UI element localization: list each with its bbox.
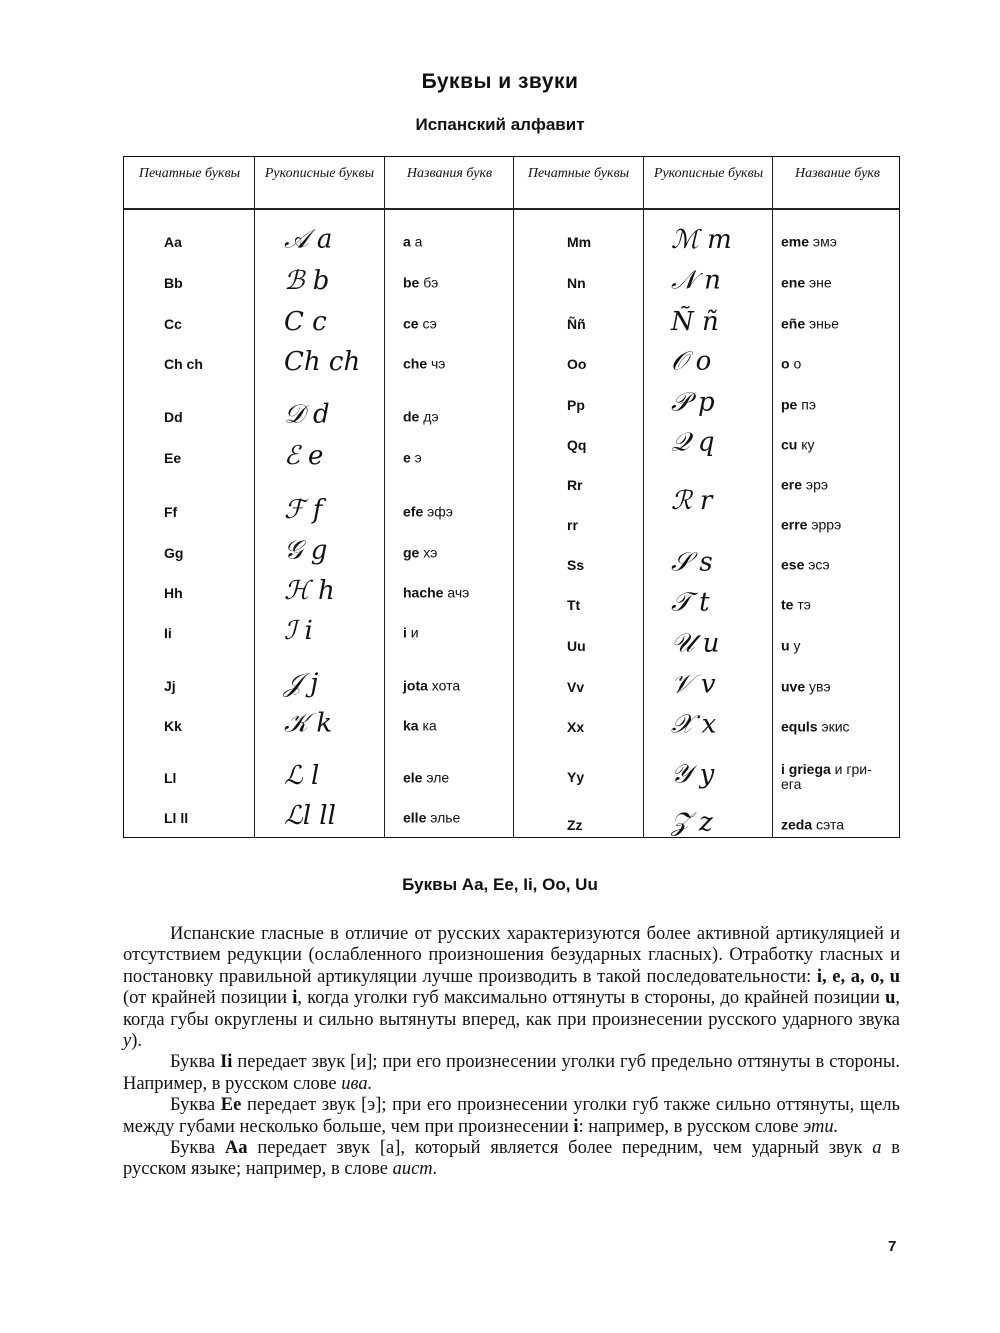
header-handwritten: Рукописные буквы xyxy=(653,166,764,181)
printed-letter: Pp xyxy=(567,397,585,413)
printed-letter: Nn xyxy=(567,275,586,291)
letter-name xyxy=(403,811,460,826)
handwritten-letter: 𝒜 a xyxy=(284,224,333,255)
text-run: передает звук [a], который является более передним, чем ударный звук xyxy=(247,1138,873,1159)
letter-name xyxy=(781,639,800,654)
header-names: Название букв xyxy=(795,166,880,181)
text-run: в русском языке; например, в слове xyxy=(123,1138,900,1180)
printed-letter: Jj xyxy=(164,678,176,694)
printed-letter: Uu xyxy=(567,638,586,654)
italic-text: ива. xyxy=(341,1073,373,1094)
italic-text: эти. xyxy=(803,1116,839,1137)
letter-name-spanish: a xyxy=(403,233,411,250)
column-divider xyxy=(513,157,514,837)
letter-name-spanish: i xyxy=(403,624,407,641)
handwritten-letter: 𝒫 p xyxy=(671,387,715,418)
letter-name xyxy=(781,558,830,573)
handwritten-letter: C c xyxy=(284,307,327,337)
handwritten-letter: 𝒥 j xyxy=(284,668,319,699)
handwritten-letter: ℋ h xyxy=(284,576,335,606)
letter-name-spanish: uve xyxy=(781,678,806,695)
printed-letter: Ss xyxy=(567,557,585,573)
letter-name-spanish: hache xyxy=(403,584,444,601)
letter-name-spanish: erre xyxy=(781,516,808,533)
column-divider xyxy=(643,157,644,837)
letter-name-spanish: jota xyxy=(403,677,428,694)
bold-text: u xyxy=(885,988,896,1009)
letter-name-russian: увэ xyxy=(805,678,831,695)
text-run: передает звук [э]; при его произнесении уголки губ также сильно оттянуты, щель между губами несколько больше, чем при произнесении xyxy=(123,1095,900,1137)
letter-name-spanish: ene xyxy=(781,274,806,291)
printed-letter: Tt xyxy=(567,597,581,613)
printed-letter: Ff xyxy=(164,504,178,520)
column-divider xyxy=(772,157,773,837)
header-printed: Печатные буквы xyxy=(527,166,630,181)
printed-letter: Bb xyxy=(164,275,183,291)
printed-letter: Ññ xyxy=(567,316,586,332)
printed-letter: Rr xyxy=(567,477,583,493)
handwritten-letter: 𝒦 k xyxy=(284,708,333,739)
printed-letter: Ch ch xyxy=(164,356,203,372)
letter-name-spanish: ele xyxy=(403,769,423,786)
paragraph xyxy=(123,1095,900,1138)
bold-text: Ee xyxy=(220,1095,242,1116)
column-divider xyxy=(384,157,385,837)
letter-name-spanish: o xyxy=(781,355,790,372)
header-divider xyxy=(124,208,899,210)
letter-name-spanish: u xyxy=(781,637,790,654)
handwritten-letter: 𝒪 o xyxy=(671,346,712,377)
letter-name-spanish: equls xyxy=(781,718,818,735)
printed-letter: Kk xyxy=(164,718,182,734)
printed-letter: Qq xyxy=(567,437,587,453)
letter-name-spanish: te xyxy=(781,596,794,613)
handwritten-letter: ℰ e xyxy=(284,441,324,471)
letter-name-russian: экис xyxy=(817,718,850,735)
letter-name xyxy=(403,357,445,372)
handwritten-letter: ℱ f xyxy=(284,495,323,525)
handwritten-letter: 𝒱 v xyxy=(671,669,716,700)
letter-name xyxy=(403,451,422,466)
letter-name xyxy=(403,626,419,641)
italic-text: аист. xyxy=(392,1159,438,1180)
letter-name-spanish: ka xyxy=(403,717,419,734)
letter-name-russian: ачэ xyxy=(443,584,470,601)
letter-name-russian: и гри- ега xyxy=(781,761,872,792)
letter-name-spanish: ge xyxy=(403,544,420,561)
letter-name xyxy=(781,398,816,413)
column-divider xyxy=(254,157,255,837)
bold-text: i, e, a, o, u xyxy=(816,966,900,987)
printed-letter: Aa xyxy=(164,234,182,250)
text-run: (от крайней позиции xyxy=(123,988,293,1009)
printed-letter: Dd xyxy=(164,409,183,425)
letter-name-spanish: pe xyxy=(781,396,798,413)
letter-name-russian: эрэ xyxy=(802,476,828,493)
handwritten-letter: ℒl ll xyxy=(284,801,336,831)
printed-letter: Ll xyxy=(164,770,177,786)
paragraph xyxy=(123,924,900,1052)
handwritten-letter: ℐ i xyxy=(284,616,313,646)
header-printed: Печатные буквы xyxy=(138,166,241,181)
letter-name-spanish: ce xyxy=(403,315,419,332)
printed-letter: Ii xyxy=(164,625,172,641)
letter-name-spanish: eñe xyxy=(781,315,806,332)
alphabet-table xyxy=(123,156,900,838)
page-number: 7 xyxy=(888,1238,897,1255)
letter-name-russian: эле xyxy=(422,769,450,786)
handwritten-letter: 𝒵 z xyxy=(671,807,713,838)
letter-name xyxy=(403,586,469,601)
printed-letter: Xx xyxy=(567,719,585,735)
letter-name-russian: у xyxy=(789,637,801,654)
letter-name-russian: э xyxy=(410,449,422,466)
text-run: , когда губы округлены и сильно вытянуты вперед, как при произнесении русского ударного звука xyxy=(123,988,900,1030)
text-run: передает звук [и]; при его произнесении уголки губ предельно оттянуты в стороны. Например, в русском слове xyxy=(123,1052,900,1094)
handwritten-letter: Ñ ñ xyxy=(671,307,719,337)
letter-name-spanish: ere xyxy=(781,476,803,493)
printed-letter: Mm xyxy=(567,234,592,250)
handwritten-letter: 𝒰 u xyxy=(671,628,720,659)
letter-name-russian: эмэ xyxy=(809,233,837,250)
letter-name xyxy=(403,235,422,250)
handwritten-letter: Ch ch xyxy=(284,347,361,377)
letter-name xyxy=(781,357,801,372)
letter-name-spanish: i griega xyxy=(781,761,831,777)
section-title: Буквы Aa, Ee, Ii, Oo, Uu xyxy=(402,875,598,894)
letter-name xyxy=(403,771,449,786)
letter-name xyxy=(403,505,453,520)
letter-name xyxy=(781,235,837,250)
bold-text: Aa xyxy=(224,1138,248,1159)
letter-name-russian: и xyxy=(406,624,419,641)
letter-name-russian: пэ xyxy=(797,396,816,413)
letter-name-russian: чэ xyxy=(427,355,446,372)
header-handwritten: Рукописные буквы xyxy=(264,166,375,181)
text-run: ). xyxy=(131,1031,143,1052)
letter-name-russian: хота xyxy=(427,677,461,694)
italic-text: а xyxy=(872,1138,882,1159)
printed-letter: Yy xyxy=(567,769,585,785)
letter-name xyxy=(403,317,437,332)
letter-name-russian: эльe xyxy=(426,809,461,826)
letter-name xyxy=(403,546,437,561)
text-run: , когда уголки губ максимально оттянуты в стороны, до крайней позиции xyxy=(297,988,886,1009)
letter-name-russian: эррэ xyxy=(807,516,842,533)
printed-letter: Cc xyxy=(164,316,182,332)
printed-letter: rr xyxy=(567,517,578,533)
table-title: Испанский алфавит xyxy=(415,115,585,134)
handwritten-letter: 𝒢 g xyxy=(284,535,328,566)
letter-name-russian: ка xyxy=(418,717,437,734)
letter-name-russian: дэ xyxy=(419,408,439,425)
letter-name-russian: сэ xyxy=(418,315,437,332)
letter-name-spanish: che xyxy=(403,355,428,372)
letter-name-spanish: eme xyxy=(781,233,810,250)
letter-name-russian: тэ xyxy=(793,596,811,613)
handwritten-letter: 𝒳 x xyxy=(671,709,717,740)
letter-name xyxy=(403,410,439,425)
page-heading: Буквы и звуки xyxy=(421,70,579,93)
body-text xyxy=(123,924,900,1181)
handwritten-letter: ℛ r xyxy=(671,486,713,516)
handwritten-letter: 𝒩 n xyxy=(671,265,721,296)
letter-name-spanish: e xyxy=(403,449,411,466)
letter-name-spanish: be xyxy=(403,274,420,291)
paragraph xyxy=(123,1138,900,1181)
letter-name-russian: энье xyxy=(805,315,839,332)
letter-name-russian: бэ xyxy=(419,274,439,291)
letter-name xyxy=(403,679,460,694)
handwritten-letter: 𝒬 q xyxy=(671,427,715,458)
paragraph xyxy=(123,1052,900,1095)
letter-name-russian: сэта xyxy=(812,816,845,833)
letter-name xyxy=(781,818,844,833)
letter-name xyxy=(781,438,815,453)
letter-name xyxy=(781,762,872,792)
printed-letter: Hh xyxy=(164,585,183,601)
printed-letter: Ee xyxy=(164,450,182,466)
text-run: : например, в русском слове xyxy=(578,1116,804,1137)
letter-name-spanish: cu xyxy=(781,436,798,453)
header-names: Названия букв xyxy=(406,166,493,181)
letter-name xyxy=(781,680,831,695)
printed-letter: Oo xyxy=(567,356,587,372)
printed-letter: Ll ll xyxy=(164,810,189,826)
letter-name-russian: хэ xyxy=(419,544,438,561)
text-run: Буква xyxy=(170,1095,221,1116)
letter-name xyxy=(403,719,437,734)
handwritten-letter: ℬ b xyxy=(284,266,330,296)
letter-name xyxy=(781,478,828,493)
letter-name xyxy=(781,518,841,533)
bold-text: i xyxy=(573,1116,579,1137)
letter-name-russian: эне xyxy=(805,274,832,291)
bold-text: i xyxy=(292,988,298,1009)
text-run: Испанские гласные в отличие от русских характеризуются более активной артикуляцией и отсутствием редукции (ослабленного произношения безударных гласных). Отработку гласных и постановку правильной артикуляции лучше производить в такой последовательности: xyxy=(123,924,900,987)
letter-name-russian: ку xyxy=(797,436,815,453)
letter-name xyxy=(781,720,850,735)
letter-name-spanish: elle xyxy=(403,809,427,826)
printed-letter: Zz xyxy=(567,817,583,833)
letter-name-spanish: zeda xyxy=(781,816,813,833)
printed-letter: Gg xyxy=(164,545,184,561)
handwritten-letter: 𝒴 y xyxy=(671,759,715,790)
letter-name-spanish: de xyxy=(403,408,420,425)
letter-name-russian: эфэ xyxy=(423,503,453,520)
handwritten-letter: 𝒮 s xyxy=(671,547,713,578)
handwritten-letter: 𝒯 t xyxy=(671,587,710,618)
handwritten-letter: 𝒟 d xyxy=(284,399,330,430)
letter-name-spanish: efe xyxy=(403,503,424,520)
bold-text: Ii xyxy=(220,1052,233,1073)
handwritten-letter: ℒ l xyxy=(284,761,320,791)
italic-text: у xyxy=(123,1031,132,1052)
handwritten-letter: ℳ m xyxy=(671,225,732,255)
text-run: Буква xyxy=(170,1052,221,1073)
letter-name-russian: а xyxy=(410,233,423,250)
letter-name xyxy=(403,276,438,291)
letter-name xyxy=(781,276,832,291)
letter-name xyxy=(781,317,839,332)
letter-name xyxy=(781,598,811,613)
letter-name-russian: эсэ xyxy=(804,556,830,573)
text-run: Буква xyxy=(170,1138,225,1159)
letter-name-russian: о xyxy=(789,355,802,372)
letter-name-spanish: ese xyxy=(781,556,805,573)
printed-letter: Vv xyxy=(567,679,585,695)
